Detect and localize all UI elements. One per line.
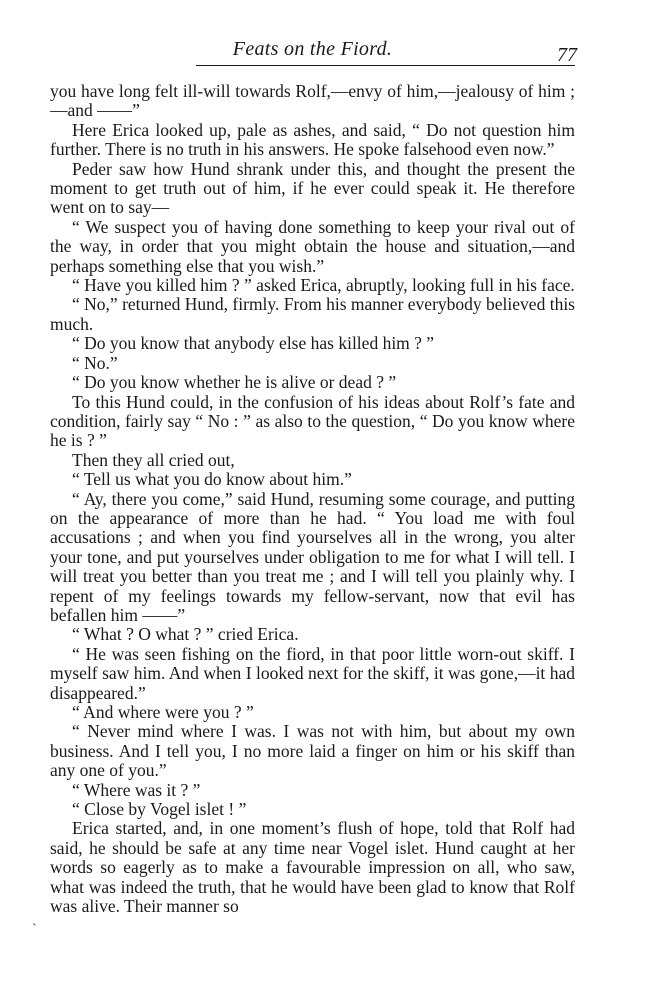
body-text bbox=[50, 82, 575, 916]
paragraph: “ Never mind where I was. I was not with him, but about my own business. And I tell you, I no more laid a finger on him or his skiff than any one of you.” bbox=[50, 721, 575, 781]
paragraph: “ And where were you ? ” bbox=[72, 702, 254, 722]
running-head bbox=[50, 38, 575, 68]
paragraph: “ We suspect you of having done something to keep your rival out of the way, in order that you might obtain the house and situation,—and perhaps something else that you wish.” bbox=[50, 216, 575, 276]
paragraph: “ Have you killed him ? ” asked Erica, abruptly, looking full in his face. bbox=[72, 275, 575, 296]
paragraph: Peder saw how Hund shrank under this, and thought the present the moment to get truth out of him, if he ever could speak it. He therefore went on to say— bbox=[50, 158, 575, 218]
page-number: 77 bbox=[557, 44, 577, 66]
paragraph: “ Do you know whether he is alive or dead ? ” bbox=[72, 372, 397, 393]
paragraph: you have long felt ill-will towards Rolf,—envy of him,—jealousy of him ;—and ——” bbox=[50, 81, 575, 121]
paragraph: “ He was seen fishing on the fiord, in that poor little worn-out skiff. I myself saw him. And when I looked next for the skiff, it was gone,—it had disappeared.” bbox=[50, 643, 575, 703]
paragraph: Then they all cried out, bbox=[72, 449, 235, 470]
paragraph: “ No.” bbox=[72, 352, 118, 373]
paragraph: “ Do you know that anybody else has killed him ? ” bbox=[72, 333, 435, 354]
paragraph: “ Ay, there you come,” said Hund, resuming some courage, and putting on the appearance of more than he had. “ You load me with foul accusations ; and when you find yourselves all in the wrong, you alter your tone, and put yourselves under obligation to me for what I will tell. I will treat you better than you treat me ; and I will tell you plainly why. I repent of my feelings towards my fellow-servant, now that evil has befallen him ——” bbox=[50, 488, 575, 625]
running-title: Feats on the Fiord. bbox=[232, 38, 393, 60]
paragraph: “ No,” returned Hund, firmly. From his manner everybody believed this much. bbox=[50, 294, 575, 334]
paragraph: “ Where was it ? ” bbox=[72, 779, 201, 800]
paragraph: “ Close by Vogel islet ! ” bbox=[72, 799, 247, 820]
paragraph: Here Erica looked up, pale as ashes, and said, “ Do not question him further. There is no truth in his answers. He spoke falsehood even now.” bbox=[50, 119, 575, 160]
paragraph: “ Tell us what you do know about him.” bbox=[72, 469, 352, 490]
margin-mark: ` bbox=[32, 922, 37, 937]
paragraph: Erica started, and, in one moment’s flush of hope, told that Rolf had said, he should be safe at any time near Vogel islet. Hund caught at her words so eagerly as to make a favourable impression on all, who saw, what was indeed the truth, that he would have been glad to know that Rolf was alive. Their manner so bbox=[50, 818, 575, 917]
book-page bbox=[50, 38, 575, 916]
paragraph: To this Hund could, in the confusion of his ideas about Rolf’s fate and condition, fairly say “ No : ” as also to the question, “ Do you know where he is ? ” bbox=[50, 391, 575, 451]
header-rule bbox=[196, 65, 575, 66]
paragraph: “ What ? O what ? ” cried Erica. bbox=[72, 624, 299, 645]
